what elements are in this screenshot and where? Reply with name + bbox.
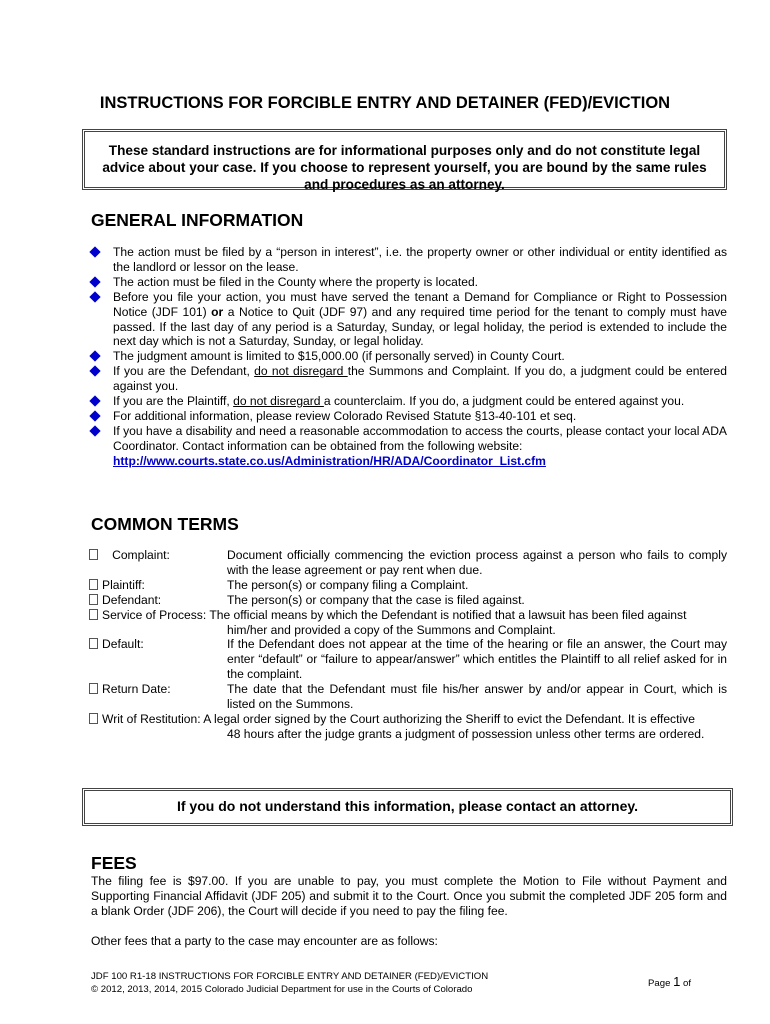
term-plaintiff: Plaintiff: The person(s) or company filing a Complaint. [89, 578, 727, 593]
diamond-bullet-icon [89, 425, 100, 436]
document-title: INSTRUCTIONS FOR FORCIBLE ENTRY AND DETAINER (FED)/EVICTION [99, 94, 671, 112]
page-number: Page 1 of [648, 974, 691, 989]
contact-attorney-box: If you do not understand this information, please contact an attorney. [82, 788, 733, 826]
page-footer [91, 971, 571, 996]
diamond-bullet-icon [89, 410, 100, 421]
fees-heading: FEES [91, 853, 137, 873]
common-terms-heading: COMMON TERMS [91, 514, 239, 534]
common-terms-list [89, 548, 727, 742]
list-item: Before you file your action, you must have served the tenant a Demand for Compliance or Right to Possession Notice (JDF 101) or a Notice to Quit (JDF 97) and any required time period for the tenant to comply must have passed. If the last day of any period is a Saturday, Sunday, or legal holiday, the period is extended to include the next day which is not a Saturday, Sunday, or legal holiday. [91, 290, 727, 350]
list-item: The action must be filed by a “person in interest”, i.e. the property owner or other individual or entity identified as the landlord or lessor on the lease. [91, 245, 727, 275]
checkbox-glyph-icon [89, 609, 98, 620]
list-item: For additional information, please review Colorado Revised Statute §13-40-101 et seq. [91, 409, 727, 424]
diamond-bullet-icon [89, 246, 100, 257]
ada-coordinator-link[interactable]: http://www.courts.state.co.us/Administration/HR/ADA/Coordinator_List.cfm [113, 453, 546, 468]
general-information-heading: GENERAL INFORMATION [91, 210, 304, 230]
term-return-date: Return Date: The date that the Defendant must file his/her answer by and/or appear in Court, which is listed on the Summons. [89, 682, 727, 712]
term-service-of-process: Service of Process: The official means by which the Defendant is notified that a lawsuit has been filed against him/her and provided a copy of the Summons and Complaint. [89, 608, 727, 638]
term-defendant: Defendant: The person(s) or company that the case is filed against. [89, 593, 727, 608]
term-default: Default: If the Defendant does not appear at the time of the hearing or file an answer, the Court may enter “default” or “failure to appear/answer” which entitles the Plaintiff to all relief asked for in the complaint. [89, 637, 727, 682]
diamond-bullet-icon [89, 291, 100, 302]
other-fees-paragraph: Other fees that a party to the case may encounter are as follows: [91, 934, 438, 948]
diamond-bullet-icon [89, 276, 100, 287]
list-item: If you have a disability and need a reasonable accommodation to access the courts, please contact your local ADA Coordinator. Contact information can be obtained from the following website: http://www.courts.state.co.us/Administration/HR/ADA/Coordinator_List.cfm [91, 424, 727, 469]
footer-form-id: JDF 100 R1-18 INSTRUCTIONS FOR FORCIBLE ENTRY AND DETAINER (FED)/EVICTION [91, 971, 489, 982]
checkbox-glyph-icon [89, 683, 98, 694]
diamond-bullet-icon [89, 366, 100, 377]
checkbox-glyph-icon [89, 638, 98, 649]
list-item: If you are the Defendant, do not disregard the Summons and Complaint. If you do, a judgment could be entered against you. [91, 364, 727, 394]
fees-paragraph: The filing fee is $97.00. If you are unable to pay, you must complete the Motion to File without Payment and Supporting Financial Affidavit (JDF 205) and submit it to the Court. Once you submit the completed JDF 205 form and a blank Order (JDF 206), the Court will decide if you need to pay the filing fee. [91, 874, 727, 918]
checkbox-glyph-icon [89, 713, 98, 724]
disclaimer-box: These standard instructions are for informational purposes only and do not constitute legal advice about your case. If you choose to represent yourself, you are bound by the same rules and procedures as an attorney. [82, 129, 727, 190]
diamond-bullet-icon [89, 395, 100, 406]
term-complaint: Complaint: Document officially commencing the eviction process against a person who fails to comply with the lease agreement or pay rent when due. [89, 548, 727, 578]
list-item: The judgment amount is limited to $15,000.00 (if personally served) in County Court. [91, 349, 727, 364]
list-item: If you are the Plaintiff, do not disregard a counterclaim. If you do, a judgment could be entered against you. [91, 394, 727, 409]
diamond-bullet-icon [89, 351, 100, 362]
checkbox-glyph-icon [89, 594, 98, 605]
list-item: The action must be filed in the County where the property is located. [91, 275, 727, 290]
checkbox-glyph-icon [89, 579, 98, 590]
general-information-list [91, 245, 727, 469]
term-writ-of-restitution: Writ of Restitution: A legal order signed by the Court authorizing the Sheriff to evict the Defendant. It is effective 48 hours after the judge grants a judgment of possession unless other terms are ordered. [89, 712, 727, 742]
footer-copyright: © 2012, 2013, 2014, 2015 Colorado Judicial Department for use in the Courts of Colorado [91, 983, 473, 995]
checkbox-glyph-icon [89, 549, 98, 560]
